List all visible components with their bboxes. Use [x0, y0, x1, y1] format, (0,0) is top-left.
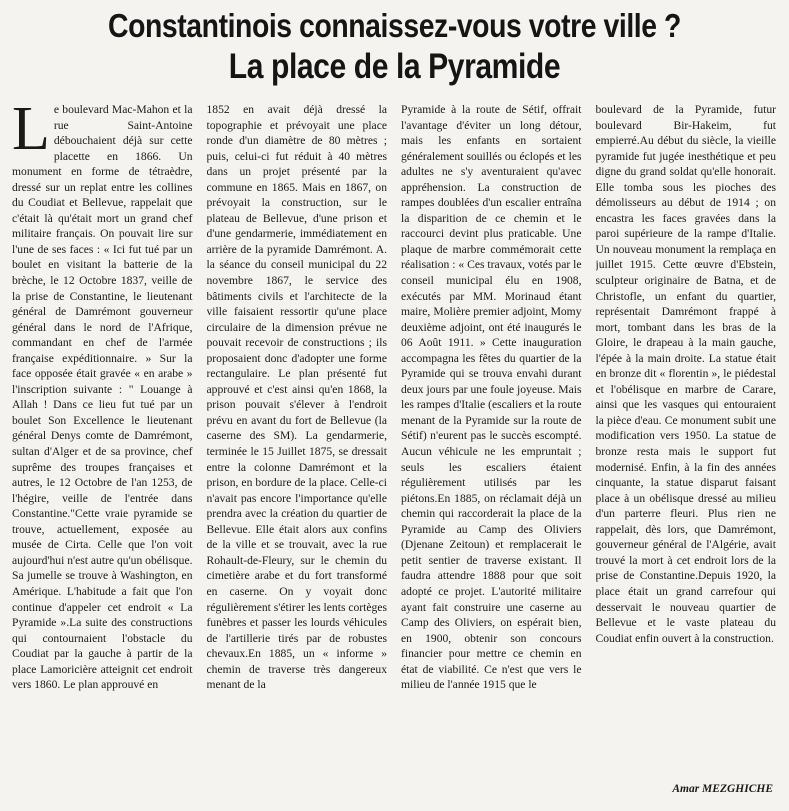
article-body — [12, 102, 776, 802]
article-column-2 — [207, 102, 388, 802]
author-byline: Amar MEZGHICHE — [672, 783, 773, 795]
column-1-text: e boulevard Mac-Mahon et la rue Saint-Antoine débouchaient déjà sur cette placette en 1866. Un monument en forme de tétraèdre, dressé sur un replat entre les collines du Coudiat et Bellevue, rappelait que c'était là qu'était mort un grand chef militaire français. On pouvait lire sur l'une de ses faces : « Ici fut tué par un boulet en visitant la batterie de la brèche, le 12 Octobre 1837, veille de la prise de Constantine, le lieutenant général de Damrémont gouverneur général dans le nord de l'Afrique, commandant en chef de l'armée française expéditionnaire. » Sur la face opposée était gravée « en arabe » l'inscription suivante : " Louange à Allah ! Dans ce lieu fut tué par un boulet Son Excellence le lieutenant général Denys comte de Damrémont, sultan d'Alger et de sa province, chef suprême des troupes françaises et autres, le 12 Octobre de l'an 1253, de l'hégire, veille de l'entrée dans Constantine."Cette vraie pyramide se trouve, actuellement, exposée au musée de Cirta. Celle que l'on voit aujourd'hui n'est autre qu'un obélisque. Sa jumelle se trouve à Washington, en Amérique. L'habitude a fait que l'on continue d'appeler cet endroit « La Pyramide ».La suite des constructions qui contournaient l'obstacle du Coudiat par la gauche à partir de la place Lamoricière atteignit cet endroit vers 1860. Le plan approuvé en — [12, 103, 193, 692]
article-column-1 — [12, 102, 193, 802]
column-3-text: Pyramide à la route de Sétif, offrait l'avantage d'éviter un long détour, mais les enfants en sortaient généralement souillés ou éclopés et les adultes ne s'y aventuraient qu'avec appréhension. La construction de rampes doublées d'un escalier entraîna la disparition de ce chemin et le raccourci devint plus praticable. Une plaque de marbre commémorait cette réalisation : « Ces travaux, votés par le conseil municipal élu en 1908, exécutés par MM. Morinaud étant maire, Molière premier adjoint, Momy deuxième adjoint, ont été inaugurés le 06 Août 1911. » Cette inauguration accompagna les fêtes du quartier de la Pyramide qui se trouva envahi durant deux jours par une foule joyeuse. Mais les rampes d'Italie (escaliers et la route menant de la Pyramide sur la route de Sétif) n'eurent pas le succès escompté. Aucun véhicule ne les empruntait ; seuls les escaliers étaient régulièrement utilisés par les piétons.En 1885, on réclamait déjà un chemin qui raccorderait la place de la Pyramide au Camp des Oliviers (Djenane Zeitoun) et remplacerait le petit sentier de traverse existant. Il faudra attendre 1888 pour que soit adopté ce projet. L'autorité militaire ayant fait construire une caserne au Camp des Oliviers, on espérait bien, en 1900, obtenir son concours financier pour mettre ce chemin en état de viabilité. Ce n'est que vers le milieu de l'année 1915 que le — [401, 103, 582, 692]
headline-line-1: Constantinois connaissez-vous votre ville ? — [108, 7, 681, 44]
drop-cap: L — [12, 102, 50, 163]
article-column-4 — [596, 102, 777, 802]
article-column-3 — [401, 102, 582, 802]
column-4-text: boulevard de la Pyramide, futur boulevard Bir-Hakeim, fut empierré.Au début du siècle, la vieille pyramide fut jugée inesthétique et peu digne du grand soldat qu'elle honorait. Elle tomba sous les pioches des démolisseurs au début de 1914 ; on encastra les faces gravées dans la paroi supérieure de la rampe d'Italie. Un nouveau monument la remplaça en juillet 1915. Cette œuvre d'Ebstein, sculpteur originaire de Batna, et de Christofle, un enfant du quartier, représentait Damrémont frappé à mort, tombant dans les bras de la Gloire, le drapeau à la main gauche, l'épée à la main droite. La statue était en bronze dit « florentin », le piédestal et l'obélisque en marbre de Carare, ainsi que les vasques qui entouraient la pièce d'eau. Ce monument subit une modification vers 1950. La statue de bronze resta mais le support fut modernisé. Enfin, à la fin des années cinquante, la statue disparut faisant place à un obélisque dressé au milieu d'un parterre fleuri. Plus rien ne rappelait, dès lors, que Damrémont, gouverneur général de l'Algérie, avait trouvé la mort à cet endroit lors de la prise de Constantine.Depuis 1920, la place était un grand carrefour qui desservait le nouveau quartier de Bellevue et le vaste plateau du Coudiat enfin ouvert à la construction. — [595, 103, 776, 645]
column-2-text: 1852 en avait déjà dressé la topographie et prévoyait une place ronde d'un diamètre de 80 mètres ; puis, celui-ci fut réduit à 40 mètres dans un projet présenté par la commune en 1865. Mais en 1867, on prévoyait la construction, sur le plateau de Bellevue, d'une prison et d'une gendarmerie, immédiatement en arrière de la pyramide Damrémont. A. la séance du conseil municipal du 22 novembre 1867, le service des bâtiments civils et l'architecte de la ville faisaient ressortir qu'une place circulaire de la dimension prévue ne pouvait recevoir de constructions ; ils proposaient donc d'adopter une forme rectangulaire. Le plan présenté fut approuvé et c'est ainsi qu'en 1868, la prison pouvait s'élever à l'endroit prévu en avant du fort de Bellevue (la caserne des SM). La gendarmerie, terminée le 15 Juillet 1875, se dressait entre la colonne Damrémont et la prison, en bordure de la place. Celle-ci n'avait pas encore l'importance qu'elle prendra avec la création du quartier de Bellevue. Elle était alors aux confins de la ville et se trouvait, avec la rue Rohault-de-Fleury, sur le chemin du cimetière arabe et du fort transformé en caserne. On y voyait donc régulièrement s'étirer les lents cortèges funèbres et passer les lourds véhicules de l'artillerie tirés par de robustes chevaux.En 1885, un « informe » chemin de traverse très dangereux menant de la — [206, 103, 387, 692]
headline — [0, 8, 789, 86]
headline-line-2: La place de la Pyramide — [228, 46, 561, 86]
